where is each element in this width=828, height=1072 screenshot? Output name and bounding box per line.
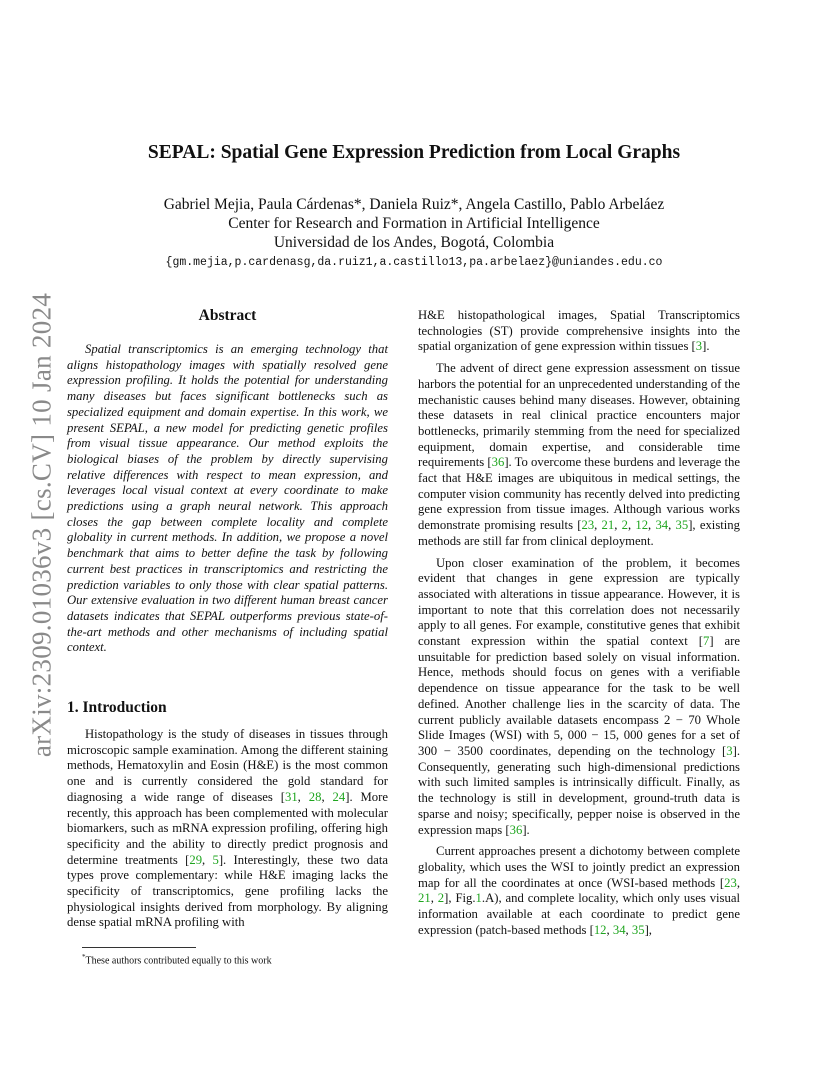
footnote-mark: * [82, 953, 86, 961]
paper-title: SEPAL: Spatial Gene Expression Prediction from Local Graphs [147, 142, 681, 163]
citation-link[interactable]: 28 [308, 789, 322, 804]
citation-link[interactable]: 24 [332, 789, 346, 804]
citation-link[interactable]: 35 [631, 922, 645, 937]
affiliation-2: Universidad de los Andes, Bogotá, Colombia [273, 234, 555, 251]
author-emails: {gm.mejia,p.cardenasg,da.ruiz1,a.castillo13,pa.arbelaez}@uniandes.edu.co [165, 256, 663, 269]
affiliation-1: Center for Research and Formation in Artificial Intelligence [228, 215, 600, 232]
abstract-heading: Abstract [198, 307, 257, 324]
footnote-rule [82, 947, 196, 948]
citation-link[interactable]: 34 [655, 518, 669, 533]
footnote [82, 953, 272, 966]
citation-link[interactable]: 29 [189, 852, 203, 867]
citation-link[interactable]: 3 [726, 743, 733, 758]
footnote-text: These authors contributed equally to this work [85, 955, 272, 967]
right-paragraph-1: H&E histopathological images, Spatial Transcriptomics technologies (ST) provide comprehensive insights into the spatial organization of gene expression within tissues [3]. [418, 308, 740, 354]
introduction-left-column [67, 727, 388, 937]
abstract-body [67, 342, 388, 656]
citation-link[interactable]: 21 [601, 518, 615, 533]
citation-link[interactable]: 36 [491, 455, 505, 470]
citation-link[interactable]: 2 [437, 891, 445, 906]
citation-link[interactable]: 12 [593, 922, 607, 937]
section-heading-introduction: 1. Introduction [67, 699, 167, 716]
citation-link[interactable]: 2 [621, 518, 628, 533]
citation-link[interactable]: 31 [284, 789, 298, 804]
citation-link[interactable]: 5 [212, 852, 219, 867]
arxiv-sidebar [22, 290, 62, 760]
right-column [418, 308, 740, 944]
intro-paragraph-1: Histopathology is the study of diseases in tissues through microscopic sample examination. Among the different staining methods, Hematoxylin and Eosin (H&E) is the most common one and is currently considered the gold standard for diagnosing a wide range of diseases [31, 28, 24]. More recently, this approach has been complemented with molecular biomarkers, such as mRNA expression profiling, offering high specificity and the ability to directly predict prognosis and determine treatments [29, 5]. Interestingly, these two data types prove complementary: while H&E imaging lacks the specificity of transcriptomics, gene profiling lacks the physiological insights derived from morphology. By aligning dense spatial mRNA profiling with [67, 727, 389, 930]
citation-link[interactable]: 3 [695, 339, 703, 354]
author-list: Gabriel Mejia, Paula Cárdenas*, Daniela Ruiz*, Angela Castillo, Pablo Arbeláez [163, 196, 665, 213]
right-paragraph-4: Current approaches present a dichotomy between complete globality, which uses the WSI to jointly predict an expression map for all the coordinates at once (WSI-based methods [23, 21, 2], Fig.1.A), and complete locality, which only uses visual information available at each coordinate to predict gene expression (patch-based methods [12, 34, 35], [418, 844, 740, 937]
citation-link[interactable]: 23 [581, 518, 595, 533]
citation-link[interactable]: 12 [635, 518, 649, 533]
right-paragraph-2: The advent of direct gene expression assessment on tissue harbors the potential for an unprecedented understanding of the mechanistic causes behind many diseases. However, obtaining these datasets in real clinical practice encounters major bottlenecks, primarily stemming from the need for specialized equipment, domain expertise, and considerable time requirements [36]. To overcome these burdens and leverage the fact that H&E images are ubiquitous in medical settings, the computer vision community has recently delved into predicting gene expression from tissue images. Although various works demonstrate promising results [23, 21, 2, 12, 34, 35], existing methods are still far from clinical deployment. [418, 361, 741, 548]
abstract-text: Spatial transcriptomics is an emerging technology that aligns histopathology images with spatially resolved gene expression profiling. It holds the potential for understanding many diseases but faces significant bottlenecks such as specialized equipment and domain expertise. In this work, we present SEPAL, a new model for predicting genetic profiles from visual tissue appearance. Our method exploits the biological biases of the problem by directly supervising relative differences with respect to mean expression, and leverages local visual context at every coordinate to make predictions using a graph neural network. This approach closes the gap between complete locality and complete globality in current methods. In addition, we propose a novel benchmark that aims to better define the task by following current best practices in transcriptomics and restricting the prediction variables to only those with clear spatial patterns. Our extensive evaluation in two different human breast cancer datasets indicates that SEPAL outperforms previous state-of-the-art methods and other mechanisms of including spatial context. [67, 342, 388, 655]
citation-link[interactable]: 23 [724, 875, 737, 890]
citation-link[interactable]: 36 [509, 822, 523, 837]
citation-link[interactable]: 34 [612, 922, 626, 937]
citation-link[interactable]: 35 [675, 518, 689, 533]
citation-link[interactable]: 7 [702, 634, 710, 649]
arxiv-id: arXiv:2309.01036v3 [cs.CV] 10 Jan 2024 [26, 292, 57, 758]
right-paragraph-3: Upon closer examination of the problem, it becomes evident that changes in gene expression are typically associated with alterations in tissue appearance. However, it is important to note that this correlation does not necessarily apply to all genes. For example, constitutive genes that exhibit constant expression within the spatial context [7] are unsuitable for prediction based solely on visual information. Hence, methods should focus on genes with a verifiable dependence on tissue appearance for the task to be well defined. Another challenge lies in the scarcity of data. The current publicly available datasets encompass 2 − 70 Whole Slide Images (WSI) with 5, 000 − 15, 000 genes for a set of 300 − 3500 coordinates, depending on the technology [3]. Consequently, generating such high-dimensional predictions with such limited samples is intrinsically difficult. Finally, as the technology is still in development, ground-truth data is sparse and noisy; specifically, pepper noise is observed in the expression maps [36]. [418, 555, 740, 837]
citation-link[interactable]: 21 [418, 891, 431, 906]
citation-link[interactable]: 1 [475, 891, 482, 906]
